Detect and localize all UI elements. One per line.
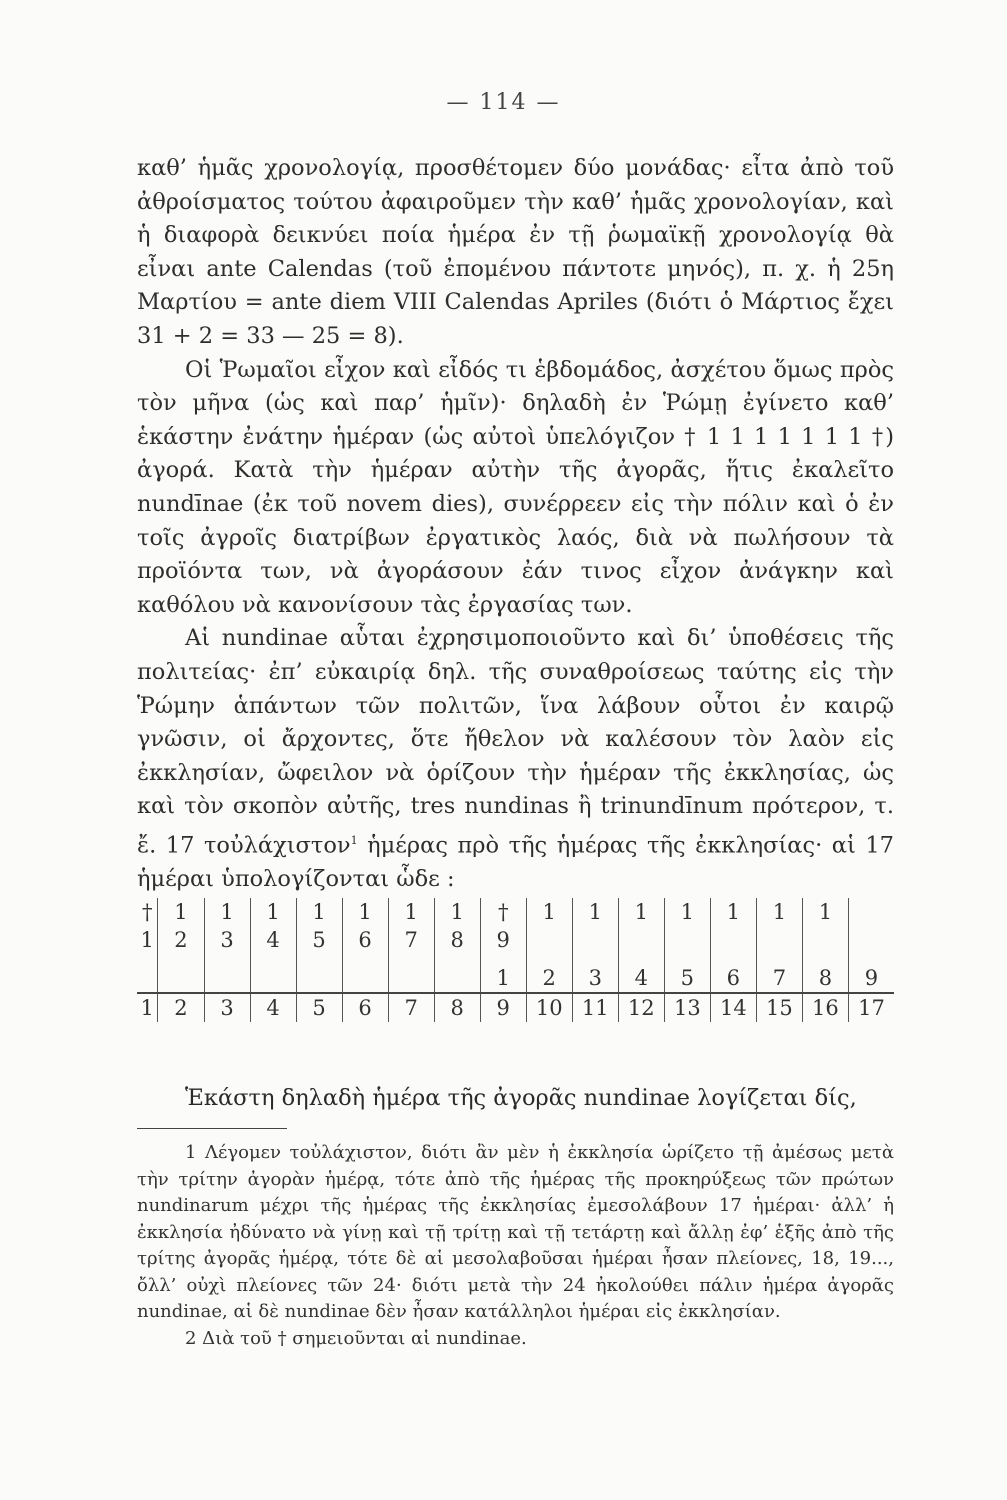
table-cell: 16	[802, 993, 848, 1022]
table-cell: 8	[434, 926, 480, 954]
table-cell	[756, 926, 802, 954]
table-cell	[342, 964, 388, 993]
paragraph-2: Οἱ Ῥωμαῖοι εἶχον καὶ εἶδός τι ἑβδομάδος, ἀσχέτου ὅμως πρὸς τὸν μῆνα (ὡς καὶ παρ’ ἡμῖν)· δηλαδὴ ἐν Ῥώμῃ ἐγίνετο καθ’ ἑκάστην ἐνάτην ἡμέραν (ὡς αὐτοὶ ὑπελόγιζον † 1 1 1 1 1 1 1 †) ἀγορά. Κατὰ τὴν ἡμέραν αὐτὴν τῆς ἀγορᾶς, ἥτις ἐκαλεῖτο nundīnae (ἐκ τοῦ novem dies), συνέρρεεν εἰς τὴν πόλιν καὶ ὁ ἐν τοῖς ἀγροῖς διατρίβων ἐργατικὸς λαός, διὰ νὰ πωλήσουν τὰ προϊόντα των, νὰ ἀγοράσουν ἐάν τινος εἶχον ἀνάγκην καὶ καθόλου νὰ κανονίσουν τὰς ἐργασίας των.	[137, 356, 894, 618]
table-cell: 1	[204, 898, 250, 926]
table-cell	[388, 964, 434, 993]
table-cell: 9	[848, 964, 894, 993]
table-cell	[204, 954, 250, 964]
table-cell	[137, 954, 158, 964]
table-cell: 6	[342, 926, 388, 954]
paragraph-3-text: Αἱ nundinae αὗται ἐχρησιμοποιοῦντο καὶ δι’ ὑποθέσεις τῆς πολιτείας· ἐπ’ εὐκαιρίᾳ δηλ. τῆς συναθροίσεως ταύτης εἰς τὴν Ῥώμην ἁπάντων τῶν πολιτῶν, ἵνα λάβουν οὗτοι ἐν καιρῷ γνῶσιν, οἱ ἄρχοντες, ὅτε ἤθελον νὰ καλέσουν τὸν λαὸν εἰς ἐκκλησίαν, ὤφειλον νὰ ὁρίζουν τὴν ἡμέραν τῆς ἐκκλησίας, ὡς καὶ τὸν σκοπὸν αὐτῆς, tres nundinas ἢ trinundīnum πρότερον, τ. ἔ. 17 τοὐλάχιστον	[137, 625, 894, 859]
table-cell: 1	[802, 898, 848, 926]
table-cell	[158, 954, 204, 964]
table-cell: 3	[204, 926, 250, 954]
table-cell	[572, 926, 618, 954]
table-cell	[848, 954, 894, 964]
footnote-2: 2 Διὰ τοῦ † σημειοῦνται αἱ nundinae.	[185, 1327, 527, 1349]
paragraph-3	[137, 622, 894, 896]
table-cell	[526, 954, 572, 964]
closing-line: Ἑκάστη δηλαδὴ ἡμέρα τῆς ἀγορᾶς nundinae λογίζεται δίς,	[185, 1085, 857, 1111]
paragraph-1: καθ’ ἡμᾶς χρονολογίᾳ, προσθέτομεν δύο μονάδας· εἶτα ἀπὸ τοῦ ἀθροίσματος τούτου ἀφαιροῦμεν τὴν καθ’ ἡμᾶς χρονολογίαν, καὶ ἡ διαφορὰ δεικνύει ποία ἡμέρα ἐν τῇ ῥωμαϊκῇ χρονολογίᾳ θὰ εἶναι ante Calendas (τοῦ ἐπομένου πάντοτε μηνός), π. χ. ἡ 25η Μαρτίου = ante diem VIII Calendas Apriles (διότι ὁ Μάρτιος ἔχει 31 + 2 = 33 — 25 = 8).	[137, 155, 894, 349]
table-cell	[618, 954, 664, 964]
table-cell: 9	[480, 926, 526, 954]
main-text	[137, 152, 894, 897]
table-cell: 2	[158, 926, 204, 954]
table-cell: 7	[756, 964, 802, 993]
table-row	[137, 926, 894, 954]
table-cell	[342, 954, 388, 964]
table-cell	[756, 954, 802, 964]
table-cell	[710, 926, 756, 954]
table-cell: 2	[158, 993, 204, 1022]
table-cell	[137, 964, 158, 993]
table-cell	[664, 926, 710, 954]
table-cell	[296, 964, 342, 993]
table-cell: 1	[140, 928, 154, 952]
table-cell: 6	[342, 993, 388, 1022]
table-cell: 1	[572, 898, 618, 926]
table-cell	[802, 926, 848, 954]
table-cell	[158, 964, 204, 993]
table-cell: 1	[756, 898, 802, 926]
table-cell: 1	[480, 964, 526, 993]
table-cell: 1	[296, 898, 342, 926]
table-cell	[848, 898, 894, 926]
footnotes	[137, 1140, 894, 1352]
table-cell: 7	[388, 926, 434, 954]
table-cell: 5	[664, 964, 710, 993]
table-cell: 1	[664, 898, 710, 926]
table-cell: 8	[802, 964, 848, 993]
table-cell: 2	[526, 964, 572, 993]
table-cell: 1	[526, 898, 572, 926]
table-cell	[802, 954, 848, 964]
table-cell: 1	[342, 898, 388, 926]
table-cell: 1	[137, 993, 158, 1022]
table-cell	[296, 954, 342, 964]
table-cell	[480, 954, 526, 964]
footnote-marker: 1	[350, 833, 358, 847]
table-row	[137, 964, 894, 993]
table-cell: 1	[710, 898, 756, 926]
table-cell: 7	[388, 993, 434, 1022]
table-row	[137, 993, 894, 1022]
table-cell	[434, 954, 480, 964]
table-cell	[204, 964, 250, 993]
table-cell: 4	[250, 926, 296, 954]
table-cell: 1	[250, 898, 296, 926]
table-cell: 17	[848, 993, 894, 1022]
table-cell	[618, 926, 664, 954]
table-cell	[848, 926, 894, 954]
table-cell: 14	[710, 993, 756, 1022]
table-cell	[572, 954, 618, 964]
table-row	[137, 898, 894, 926]
table-cell	[526, 926, 572, 954]
table-cell: 6	[710, 964, 756, 993]
table-cell: 3	[204, 993, 250, 1022]
table-cell: 4	[250, 993, 296, 1022]
table-cell: 1	[158, 898, 204, 926]
table-cell: 9	[480, 993, 526, 1022]
table-cell	[388, 954, 434, 964]
table-cell: 13	[664, 993, 710, 1022]
table-cell: †	[141, 900, 153, 924]
table-cell	[434, 964, 480, 993]
table-cell: 11	[572, 993, 618, 1022]
table-cell	[250, 954, 296, 964]
table-cell: 4	[618, 964, 664, 993]
table-cell: 8	[434, 993, 480, 1022]
table-cell: 1	[388, 898, 434, 926]
table-cell	[710, 954, 756, 964]
page-number: — 114 —	[446, 90, 561, 115]
footnote-rule	[137, 1128, 287, 1129]
table-cell: 1	[618, 898, 664, 926]
nundinae-day-table	[137, 898, 894, 1022]
table-cell: 12	[618, 993, 664, 1022]
table-cell	[664, 954, 710, 964]
table-cell: 3	[572, 964, 618, 993]
table-cell: 15	[756, 993, 802, 1022]
paragraph-3-cont: ἡμέρας πρὸ τῆς ἡμέρας τῆς ἐκκλησίας· αἱ 17 ἡμέραι ὑπολογίζονται ὧδε :	[137, 832, 894, 892]
table-cell: †	[480, 898, 526, 926]
table-spacer-row	[137, 954, 894, 964]
table-cell: 10	[526, 993, 572, 1022]
table-cell	[250, 964, 296, 993]
footnote-1: 1 Λέγομεν τοὐλάχιστον, διότι ἂν μὲν ἡ ἐκκλησία ὡρίζετο τῇ ἀμέσως μετὰ τὴν τρίτην ἀγορὰν ἡμέρᾳ, τότε ἀπὸ τῆς ἡμέρας τῆς προκηρύξεως τῶν πρώτων nundinarum μέχρι τῆς ἡμέρας τῆς ἐκκλησίας ἐμεσολάβουν 17 ἡμέραι· ἀλλ’ ἡ ἐκκλησία ἠδύνατο νὰ γίνῃ καὶ τῇ τρίτῃ καὶ τῇ τετάρτῃ καὶ ἄλλῃ ἐφ’ ἑξῆς ἀπὸ τῆς τρίτης ἀγορᾶς ἡμέρᾳ, τότε δὲ αἱ μεσολαβοῦσαι ἡμέραι ἦσαν πλείονες, 18, 19..., ὄλλ’ οὐχὶ πλείονες τῶν 24· διότι μετὰ τὴν 24 ἠκολούθει πάλιν ἡμέρα ἀγορᾶς nundinae, αἱ δὲ nundinae δὲν ἦσαν κατάλληλοι ἡμέραι εἰς ἐκκλησίαν.	[137, 1142, 894, 1322]
table-cell: 5	[296, 993, 342, 1022]
table-cell: 5	[296, 926, 342, 954]
table-cell: 1	[434, 898, 480, 926]
